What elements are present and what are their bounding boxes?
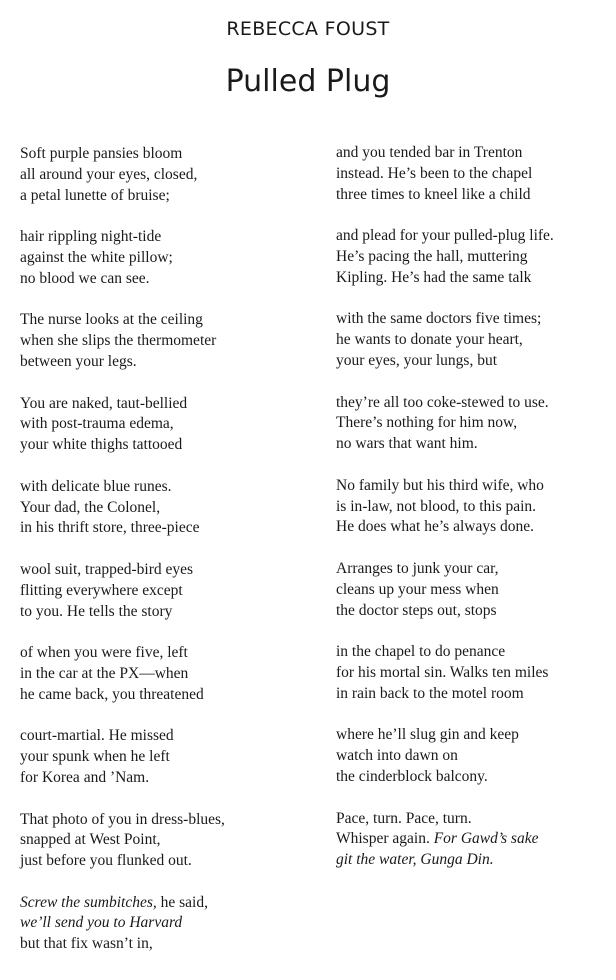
poem-line [20, 768, 310, 789]
poem-line [20, 227, 310, 248]
poem-line [336, 268, 606, 289]
line-text: wool suit, trapped-bird eyes [20, 560, 194, 578]
line-text: your white thighs tattooed [20, 436, 183, 454]
poem-line [20, 581, 310, 602]
poem-line [20, 435, 310, 456]
line-text: against the white pillow; [20, 248, 173, 266]
line-text: no blood we can see. [20, 269, 150, 287]
poem-line [20, 602, 310, 623]
line-text: You are naked, taut-bellied [20, 394, 188, 412]
poem-line [336, 746, 606, 767]
line-text: to you. He tells the story [20, 602, 173, 620]
poem-line [336, 476, 606, 497]
line-text: they’re all too coke-stewed to use. [336, 393, 549, 411]
poem-line [20, 518, 310, 539]
poem-line [336, 601, 606, 622]
line-text: and plead for your pulled-plug life. [336, 227, 554, 245]
poem-line [336, 143, 606, 164]
line-text: hair rippling night-tide [20, 228, 162, 246]
poem-line [336, 497, 606, 518]
poem-line [20, 144, 310, 165]
poem-line [336, 850, 606, 871]
poem-line [336, 517, 606, 538]
poem-line [336, 767, 606, 788]
line-text: cleans up your mess when [336, 580, 499, 598]
poem-line [20, 643, 310, 664]
line-text: he said, [156, 893, 208, 911]
poem-line [20, 851, 310, 872]
poem-line [336, 393, 606, 414]
line-text: There’s nothing for him now, [336, 414, 518, 432]
line-text: Soft purple pansies bloom [20, 145, 183, 162]
line-text: for his mortal sin. Walks ten miles [336, 663, 549, 681]
line-text: when she slips the thermometer [20, 332, 217, 350]
line-text: he came back, you threatened [20, 685, 204, 703]
poem-line [336, 351, 606, 372]
stanza [336, 143, 606, 205]
line-text: your spunk when he left [20, 748, 170, 766]
poem-line [20, 830, 310, 851]
line-text: in the chapel to do penance [336, 643, 506, 661]
stanza [20, 144, 310, 206]
poem-column-left [20, 144, 310, 976]
poem-line [20, 810, 310, 831]
poem-line [20, 685, 310, 706]
line-text: where he’ll slug gin and keep [336, 726, 519, 744]
stanza [336, 559, 606, 621]
poem-line [336, 309, 606, 330]
line-text: just before you flunked out. [20, 852, 192, 870]
poem-line [20, 394, 310, 415]
line-text: Arranges to junk your car, [336, 559, 499, 577]
line-text: in the car at the PX—when [20, 664, 189, 682]
italic-text: For Gawd’s sake [433, 830, 539, 848]
poem-line [336, 684, 606, 705]
stanza [336, 226, 606, 288]
poem-line [336, 642, 606, 663]
poem-line [336, 185, 606, 206]
italic-text: git the water, Gunga Din. [336, 851, 494, 869]
line-text: the cinderblock balcony. [336, 767, 488, 785]
poem-line [20, 331, 310, 352]
poem-line [336, 330, 606, 351]
poem-line [20, 477, 310, 498]
poem-column-right [336, 143, 606, 892]
line-text: he wants to donate your heart, [336, 331, 523, 349]
line-text: with delicate blue runes. [20, 477, 172, 495]
stanza [20, 310, 310, 372]
line-text: with post-trauma edema, [20, 415, 174, 433]
poem-line [336, 725, 606, 746]
italic-text: we’ll send you to Harvard [20, 914, 183, 932]
stanza [336, 393, 606, 455]
poem-line [336, 413, 606, 434]
poem-line [336, 559, 606, 580]
stanza [20, 227, 310, 289]
stanza [336, 725, 606, 787]
line-text: between your legs. [20, 352, 137, 370]
poem-line [20, 165, 310, 186]
poem-line [336, 663, 606, 684]
poem-line [336, 434, 606, 455]
poem-line [20, 934, 310, 955]
line-text: Whisper again. [336, 830, 434, 848]
stanza [336, 476, 606, 538]
line-text: and you tended bar in Trenton [336, 144, 523, 161]
line-text: but that fix wasn’t in, [20, 935, 153, 953]
stanza [20, 477, 310, 539]
line-text: watch into dawn on [336, 747, 458, 765]
stanza [20, 643, 310, 705]
line-text: He does what he’s always done. [336, 518, 535, 536]
line-text: instead. He’s been to the chapel [336, 164, 533, 182]
stanza [20, 810, 310, 872]
poem-line [20, 664, 310, 685]
line-text: all around your eyes, closed, [20, 165, 198, 183]
line-text: of when you were five, left [20, 644, 188, 662]
poem-line [20, 248, 310, 269]
poem-line [20, 186, 310, 207]
line-text: No family but his third wife, who [336, 476, 544, 494]
line-text: The nurse looks at the ceiling [20, 311, 203, 329]
stanza [20, 726, 310, 788]
italic-text: Screw the sumbitches, [20, 893, 157, 911]
poem-line [20, 498, 310, 519]
stanza [20, 560, 310, 622]
line-text: three times to kneel like a child [336, 185, 531, 203]
stanza [336, 642, 606, 704]
author-name: REBECCA FOUST [226, 18, 390, 40]
line-text: a petal lunette of bruise; [20, 186, 170, 204]
line-text: That photo of you in dress-blues, [20, 810, 225, 828]
poem-line [20, 726, 310, 747]
poem-line [20, 269, 310, 290]
line-text: the doctor steps out, stops [336, 601, 497, 619]
poem-line [20, 747, 310, 768]
line-text: He’s pacing the hall, muttering [336, 247, 528, 265]
poem-line [336, 247, 606, 268]
stanza [20, 893, 310, 955]
poem-line [336, 580, 606, 601]
poem-line [20, 414, 310, 435]
line-text: for Korea and ’Nam. [20, 768, 150, 786]
line-text: Your dad, the Colonel, [20, 498, 161, 516]
line-text: Kipling. He’s had the same talk [336, 268, 532, 286]
stanza [336, 809, 606, 871]
poem-line [336, 829, 606, 850]
line-text: your eyes, your lungs, but [336, 351, 498, 369]
line-text: court-martial. He missed [20, 727, 174, 745]
line-text: Pace, turn. Pace, turn. [336, 809, 472, 827]
poem-line [336, 809, 606, 830]
stanza [336, 309, 606, 371]
line-text: is in-law, not blood, to this pain. [336, 497, 537, 515]
line-text: with the same doctors five times; [336, 310, 542, 328]
line-text: snapped at West Point, [20, 831, 161, 849]
stanza [20, 394, 310, 456]
line-text: flitting everywhere except [20, 581, 183, 599]
poem-title: Pulled Plug [225, 64, 391, 99]
line-text: in his thrift store, three-piece [20, 519, 200, 537]
line-text: no wars that want him. [336, 435, 478, 453]
poem-line [336, 164, 606, 185]
poem-line [20, 310, 310, 331]
poem-line [20, 893, 310, 914]
poem-line [20, 560, 310, 581]
poem-line [336, 226, 606, 247]
poem-line [20, 352, 310, 373]
line-text: in rain back to the motel room [336, 684, 524, 702]
poem-line [20, 913, 310, 934]
